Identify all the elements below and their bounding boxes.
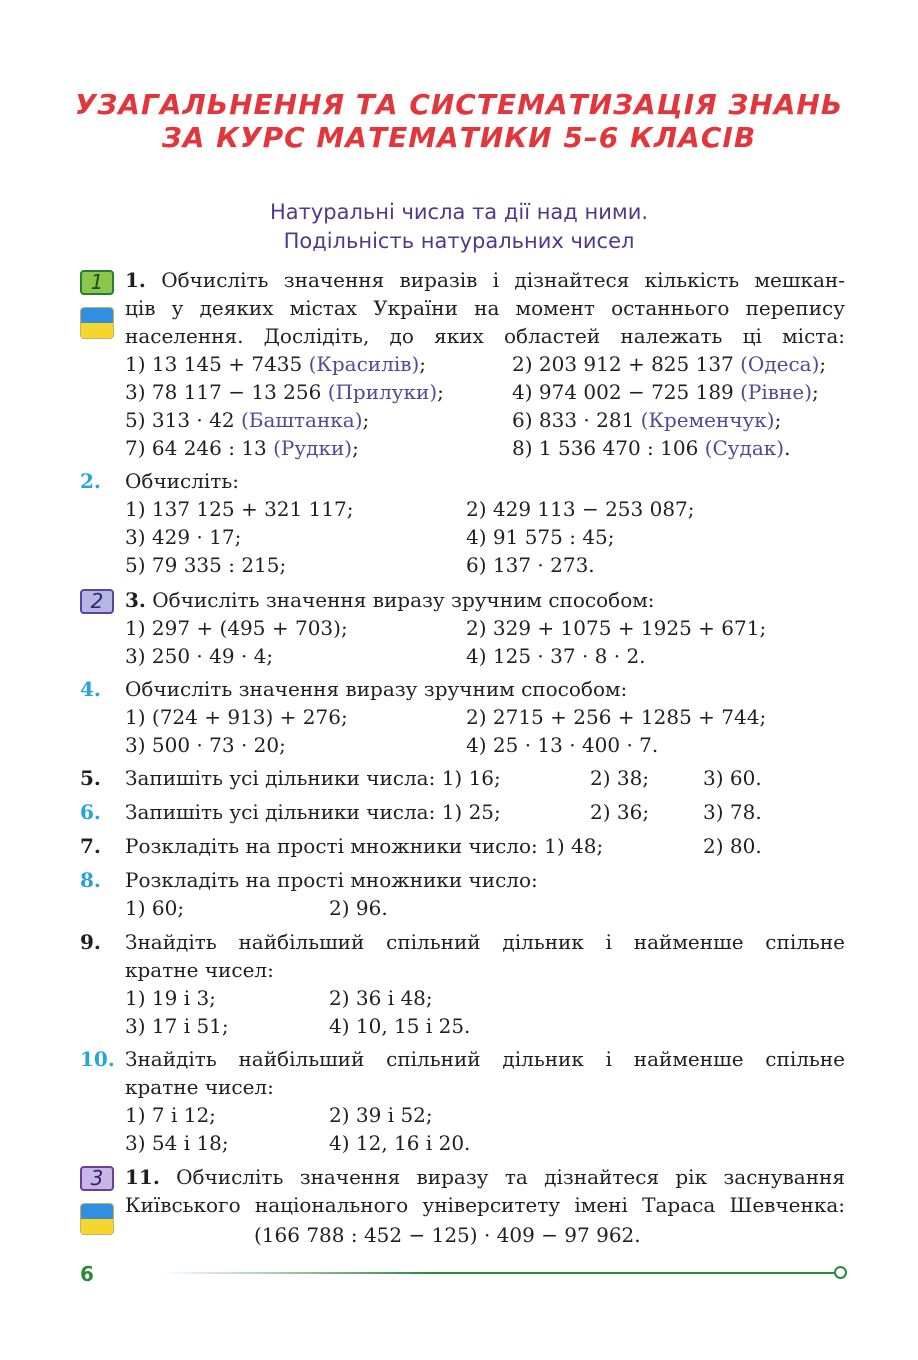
task-8-number: 8. xyxy=(80,868,101,892)
ukraine-flag-icon xyxy=(80,307,114,339)
task-1-text-2: ців у деяких містах України на момент останнього перепису xyxy=(125,296,845,320)
city-rivne: (Рівне) xyxy=(740,380,813,404)
task-4-number: 4. xyxy=(80,677,101,701)
city-krasyliv: (Красилів) xyxy=(308,352,420,376)
task-2-item-1: 1) 137 125 + 321 117; xyxy=(125,497,354,521)
task-4-item-1: 1) (724 + 913) + 276; xyxy=(125,705,348,729)
task-6-number: 6. xyxy=(80,800,101,824)
task-4-item-2: 2) 2715 + 256 + 1285 + 744; xyxy=(466,705,767,729)
task-9-text-2: кратне чисел: xyxy=(125,958,274,982)
chapter-title xyxy=(0,88,918,154)
task-3-line-1 xyxy=(125,586,655,614)
task-1-item-3: 3) 78 117 − 13 256 (Прилуки); xyxy=(125,380,444,404)
task-10-item-4: 4) 12, 16 і 20. xyxy=(329,1131,471,1155)
task-3-number: 3. xyxy=(125,588,146,612)
section-subtitle-line-1: Натуральні числа та дії над ними. xyxy=(269,200,649,224)
task-3-text: Обчисліть значення виразу зручним способом: xyxy=(152,588,655,612)
page-number: 6 xyxy=(80,1262,94,1286)
footer-rule xyxy=(160,1272,836,1274)
task-2-item-6: 6) 137 · 273. xyxy=(466,553,595,577)
task-3-item-2: 2) 329 + 1075 + 1925 + 671; xyxy=(466,616,767,640)
task-5-text: Запишіть усі дільники числа: 1) 16; xyxy=(125,766,501,790)
task-5-item-3: 3) 60. xyxy=(703,766,762,790)
task-1-text-3: населення. Дослідіть, до яких областей належать ці міста: xyxy=(125,324,845,348)
task-10-item-1: 1) 7 і 12; xyxy=(125,1103,216,1127)
task-2-item-4: 4) 91 575 : 45; xyxy=(466,525,615,549)
task-7-number: 7. xyxy=(80,834,101,858)
level-2-badge: 2 xyxy=(80,589,114,614)
chapter-title-line-1: УЗАГАЛЬНЕННЯ ТА СИСТЕМАТИЗАЦІЯ ЗНАНЬ xyxy=(74,88,844,121)
city-pryluky: (Прилуки) xyxy=(327,380,438,404)
city-bashtanka: (Баштанка) xyxy=(240,408,363,432)
footer-rule-dot xyxy=(834,1266,847,1279)
task-1-item-5: 5) 313 · 42 (Баштанка); xyxy=(125,408,370,432)
task-10-text-2: кратне чисел: xyxy=(125,1075,274,1099)
task-6-item-3: 3) 78. xyxy=(703,800,762,824)
task-8-item-1: 1) 60; xyxy=(125,896,185,920)
task-9-item-1: 1) 19 і 3; xyxy=(125,986,216,1010)
task-3-item-1: 1) 297 + (495 + 703); xyxy=(125,616,348,640)
chapter-title-line-2: ЗА КУРС МАТЕМАТИКИ 5–6 КЛАСІВ xyxy=(161,121,757,154)
task-10-item-2: 2) 39 і 52; xyxy=(329,1103,433,1127)
task-1-item-2: 2) 203 912 + 825 137 (Одеса); xyxy=(512,352,827,376)
task-1-line-1 xyxy=(125,266,845,294)
task-3-item-3: 3) 250 · 49 · 4; xyxy=(125,644,274,668)
task-11-text-1: Обчисліть значення виразу та дізнайтеся рік заснування xyxy=(176,1165,845,1189)
city-kremenchuk: (Кременчук) xyxy=(640,408,775,432)
task-7-text: Розкладіть на прості множники число: 1) 48; xyxy=(125,834,604,858)
city-sudak: (Судак) xyxy=(704,436,785,460)
task-8-item-2: 2) 96. xyxy=(329,896,388,920)
task-1-text-1: Обчисліть значення виразів і дізнайтеся кількість мешкан- xyxy=(161,268,845,292)
ukraine-flag-icon xyxy=(80,1203,114,1235)
task-10-item-3: 3) 54 і 18; xyxy=(125,1131,229,1155)
task-4-item-3: 3) 500 · 73 · 20; xyxy=(125,733,286,757)
task-1-item-1: 1) 13 145 + 7435 (Красилів); xyxy=(125,352,427,376)
task-2-item-2: 2) 429 113 − 253 087; xyxy=(466,497,695,521)
task-1-item-6: 6) 833 · 281 (Кременчук); xyxy=(512,408,782,432)
task-10-number: 10. xyxy=(80,1047,115,1071)
task-10-text-1: Знайдіть найбільший спільний дільник і найменше спільне xyxy=(125,1047,845,1071)
task-8-text: Розкладіть на прості множники число: xyxy=(125,868,538,892)
task-6-item-2: 2) 36; xyxy=(590,800,650,824)
task-9-text-1: Знайдіть найбільший спільний дільник і найменше спільне xyxy=(125,930,845,954)
task-2-item-3: 3) 429 · 17; xyxy=(125,525,242,549)
level-1-badge: 1 xyxy=(80,270,114,295)
task-1-item-7: 7) 64 246 : 13 (Рудки); xyxy=(125,436,359,460)
task-9-item-3: 3) 17 і 51; xyxy=(125,1014,229,1038)
task-4-item-4: 4) 25 · 13 · 400 · 7. xyxy=(466,733,659,757)
task-5-number: 5. xyxy=(80,766,101,790)
section-subtitle-line-2: Подільність натуральних чисел xyxy=(283,229,635,253)
task-9-item-4: 4) 10, 15 і 25. xyxy=(329,1014,471,1038)
task-1-item-8: 8) 1 536 470 : 106 (Судак). xyxy=(512,436,791,460)
task-2-number: 2. xyxy=(80,469,101,493)
task-1-item-4: 4) 974 002 − 725 189 (Рівне); xyxy=(512,380,819,404)
task-1-number: 1. xyxy=(125,268,146,292)
level-3-badge: 3 xyxy=(80,1166,114,1191)
task-6-text: Запишіть усі дільники числа: 1) 25; xyxy=(125,800,501,824)
task-3-item-4: 4) 125 · 37 · 8 · 2. xyxy=(466,644,646,668)
section-subtitle xyxy=(0,198,918,256)
task-9-item-2: 2) 36 і 48; xyxy=(329,986,433,1010)
task-5-item-2: 2) 38; xyxy=(590,766,650,790)
task-11-expression: (166 788 : 452 − 125) · 409 − 97 962. xyxy=(254,1223,641,1247)
task-2-item-5: 5) 79 335 : 215; xyxy=(125,553,287,577)
task-7-item-2: 2) 80. xyxy=(703,834,762,858)
task-11-number: 11. xyxy=(125,1165,160,1189)
task-11-text-2: Київського національного університету імені Тараса Шевченка: xyxy=(125,1193,845,1217)
city-rudky: (Рудки) xyxy=(273,436,353,460)
task-11-line-1 xyxy=(125,1163,845,1191)
city-odesa: (Одеса) xyxy=(740,352,820,376)
task-9-number: 9. xyxy=(80,930,101,954)
task-2-text: Обчисліть: xyxy=(125,469,239,493)
task-4-text: Обчисліть значення виразу зручним способом: xyxy=(125,677,628,701)
